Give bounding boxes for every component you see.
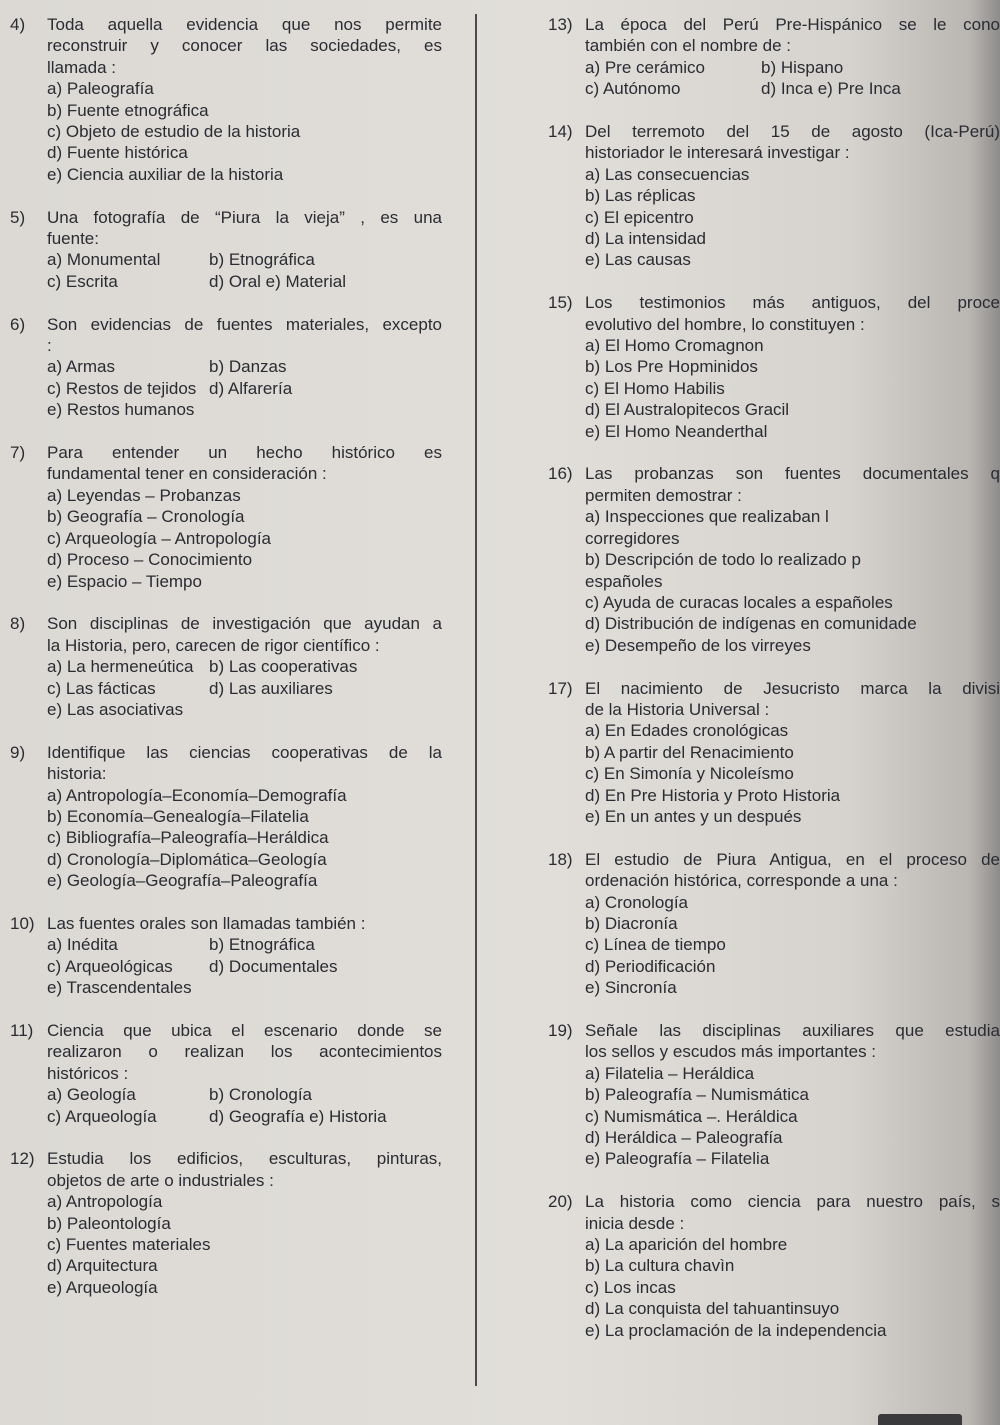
question-block xyxy=(548,1191,1000,1341)
answer-row xyxy=(47,656,442,677)
answer-option: a) Cronología xyxy=(585,892,689,912)
question-block xyxy=(10,913,442,999)
answer-row xyxy=(47,699,442,720)
answer-option: a) La hermeneútica xyxy=(47,657,194,677)
answer-option: a) Filatelia – Heráldica xyxy=(585,1063,755,1083)
answer-option: e) Geología–Geografía–Paleografía xyxy=(47,871,318,891)
question-block xyxy=(548,849,1000,999)
question-number: 19) xyxy=(548,1021,573,1040)
question-text-line: Las probanzas son fuentes documentales q xyxy=(585,464,1000,484)
answer-option: b) A partir del Renacimiento xyxy=(585,742,794,762)
answer-option: e) Arqueología xyxy=(47,1277,158,1297)
answer-option: a) Armas xyxy=(47,357,116,377)
question-spacer xyxy=(548,271,1000,292)
answer-option: d) La conquista del tahuantinsuyo xyxy=(585,1299,840,1319)
question-number: 11) xyxy=(10,1020,34,1040)
answer-option: e) Las causas xyxy=(585,250,691,270)
question-block xyxy=(10,442,442,592)
question-text-line: Son disciplinas de investigación que ayudan a xyxy=(47,614,442,634)
question-number: 13) xyxy=(548,15,573,34)
answer-option: a) Pre cerámico xyxy=(585,57,705,77)
question-spacer xyxy=(548,999,1000,1020)
answer-option: c) Fuentes materiales xyxy=(47,1235,211,1255)
answer-option: d) Inca e) Pre Inca xyxy=(761,79,901,99)
answer-option: b) Las cooperativas xyxy=(209,657,358,677)
question-text-line: Para entender un hecho histórico es xyxy=(47,443,442,463)
answer-option: c) El epicentro xyxy=(585,207,694,227)
question-text-line: permiten demostrar : xyxy=(585,485,742,505)
answer-option: b) Diacronía xyxy=(585,913,678,933)
left-column xyxy=(10,14,442,1298)
question-text-line: fundamental tener en consideración : xyxy=(47,464,327,484)
answer-option: b) Danzas xyxy=(209,357,287,377)
question-spacer xyxy=(10,421,442,442)
answer-option: d) Proceso – Conocimiento xyxy=(47,550,253,570)
question-text-line: llamada : xyxy=(47,57,116,77)
question-number: 10) xyxy=(10,913,35,933)
answer-option: b) Paleografía – Numismática xyxy=(585,1085,809,1105)
question-number: 8) xyxy=(10,614,26,634)
answer-option: a) El Homo Cromagnon xyxy=(585,336,764,356)
answer-option: e) Espacio – Tiempo xyxy=(47,571,202,591)
question-number: 9) xyxy=(10,742,26,762)
answer-option: corregidores xyxy=(585,528,680,548)
answer-option: c) Arqueología xyxy=(47,1106,157,1126)
question-number: 17) xyxy=(548,678,573,698)
right-column xyxy=(548,14,1000,1341)
question-block xyxy=(548,292,1000,442)
answer-option: d) El Australopitecos Gracil xyxy=(585,400,790,420)
answer-option: a) Inspecciones que realizaban l xyxy=(585,507,829,527)
answer-row xyxy=(47,271,442,292)
answer-option: c) Restos de tejidos xyxy=(47,378,197,398)
answer-option: b) Geografía – Cronología xyxy=(47,507,245,527)
question-text-line: reconstruir y conocer las sociedades, es xyxy=(47,36,442,56)
answer-option: a) Geología xyxy=(47,1085,136,1105)
question-block xyxy=(548,1020,1000,1170)
question-spacer xyxy=(10,720,442,741)
answer-option: c) El Homo Habilis xyxy=(585,378,725,398)
question-spacer xyxy=(10,185,442,206)
answer-option: c) Numismática –. Heráldica xyxy=(585,1106,798,1126)
answer-row xyxy=(47,399,442,420)
answer-row xyxy=(47,678,442,699)
question-text-line: también con el nombre de : xyxy=(585,36,792,56)
question-text-line: Las fuentes orales son llamadas también : xyxy=(47,913,366,933)
answer-option: a) Antropología xyxy=(47,1192,163,1212)
answer-row xyxy=(47,1084,442,1105)
question-text-line: Toda aquella evidencia que nos permite xyxy=(47,15,442,34)
answer-option: c) Autónomo xyxy=(585,79,681,99)
answer-option: a) Antropología–Economía–Demografía xyxy=(47,785,347,805)
column-divider xyxy=(475,14,477,1386)
answer-option: españoles xyxy=(585,571,663,591)
answer-option: d) Fuente histórica xyxy=(47,143,188,163)
answer-option: e) Ciencia auxiliar de la historia xyxy=(47,164,284,184)
question-block xyxy=(10,314,442,421)
answer-option: d) Las auxiliares xyxy=(209,678,333,698)
question-block xyxy=(10,14,442,185)
answer-option: a) La aparición del hombre xyxy=(585,1235,788,1255)
answer-option: c) Los incas xyxy=(585,1277,676,1297)
answer-option: d) Oral e) Material xyxy=(209,271,346,291)
question-number: 14) xyxy=(548,122,573,142)
question-text-line: fuente: xyxy=(47,229,99,249)
question-text-line: El estudio de Piura Antigua, en el proceso de xyxy=(585,849,1000,869)
question-number: 5) xyxy=(10,207,26,227)
question-text-line: realizaron o realizan los acontecimientos xyxy=(47,1042,442,1062)
question-number: 4) xyxy=(10,15,26,34)
answer-option: e) El Homo Neanderthal xyxy=(585,421,768,441)
answer-option: b) Economía–Genealogía–Filatelia xyxy=(47,806,309,826)
question-text-line: Ciencia que ubica el escenario donde se xyxy=(47,1020,442,1040)
answer-option: a) Paleografía xyxy=(47,79,154,99)
answer-option: e) Las asociativas xyxy=(47,699,184,719)
answer-option: e) Paleografía – Filatelia xyxy=(585,1149,770,1169)
question-number: 7) xyxy=(10,443,26,463)
question-spacer xyxy=(548,656,1000,677)
question-block xyxy=(548,14,1000,100)
question-text-line: Señale las disciplinas auxiliares que estudia xyxy=(585,1021,1000,1040)
question-text-line: La época del Perú Pre-Hispánico se le cono xyxy=(585,15,1000,34)
answer-row xyxy=(47,1106,442,1127)
answer-option: b) Cronología xyxy=(209,1085,313,1105)
answer-option: c) Bibliografía–Paleografía–Heráldica xyxy=(47,828,329,848)
answer-option: a) Monumental xyxy=(47,250,161,270)
answer-option: a) Leyendas – Probanzas xyxy=(47,485,241,505)
question-spacer xyxy=(10,292,442,313)
answer-option: d) Distribución de indígenas en comunidade xyxy=(585,614,917,634)
question-text-line: Son evidencias de fuentes materiales, excepto xyxy=(47,314,442,334)
answer-option: b) La cultura chavìn xyxy=(585,1256,735,1276)
answer-option: a) En Edades cronológicas xyxy=(585,721,789,741)
answer-option: d) Cronología–Diplomática–Geología xyxy=(47,849,327,869)
answer-row xyxy=(47,356,442,377)
page-edge-tab xyxy=(878,1414,962,1425)
answer-option: d) Heráldica – Paleografía xyxy=(585,1128,783,1148)
answer-option: c) En Simonía y Nicoleísmo xyxy=(585,764,794,784)
answer-option: d) En Pre Historia y Proto Historia xyxy=(585,785,841,805)
question-block xyxy=(10,207,442,293)
question-number: 15) xyxy=(548,293,573,313)
question-text-line: Identifique las ciencias cooperativas de la xyxy=(47,742,442,762)
question-text-line: los sellos y escudos más importantes : xyxy=(585,1042,877,1062)
answer-row xyxy=(585,57,1000,78)
answer-row xyxy=(47,977,442,998)
question-spacer xyxy=(548,1170,1000,1191)
question-block xyxy=(10,613,442,720)
question-text-line: Una fotografía de “Piura la vieja” , es una xyxy=(47,207,442,227)
question-text-line: historia: xyxy=(47,764,107,784)
answer-option: b) Los Pre Hopminidos xyxy=(585,357,758,377)
question-text-line: de la Historia Universal : xyxy=(585,699,770,719)
answer-option: c) Ayuda de curacas locales a españoles xyxy=(585,592,893,612)
answer-option: e) Restos humanos xyxy=(47,400,195,420)
answer-option: e) Desempeño de los virreyes xyxy=(585,635,811,655)
answer-row xyxy=(47,249,442,270)
answer-option: b) Fuente etnográfica xyxy=(47,100,209,120)
answer-option: d) Arquitectura xyxy=(47,1256,158,1276)
question-text-line: historiador le interesará investigar : xyxy=(585,143,850,163)
answer-option: d) Geografía e) Historia xyxy=(209,1106,387,1126)
question-text-line: inicia desde : xyxy=(585,1213,685,1233)
answer-row xyxy=(47,956,442,977)
answer-option: e) La proclamación de la independencia xyxy=(585,1320,887,1340)
answer-option: b) Hispano xyxy=(761,57,844,77)
question-number: 18) xyxy=(548,849,573,869)
question-text-line: El nacimiento de Jesucristo marca la divisi xyxy=(585,678,1000,698)
question-spacer xyxy=(10,999,442,1020)
question-block xyxy=(548,463,1000,656)
answer-option: d) La intensidad xyxy=(585,229,706,249)
question-text-line: : xyxy=(47,336,52,356)
answer-option: d) Periodificación xyxy=(585,956,716,976)
question-number: 20) xyxy=(548,1192,573,1212)
question-text-line: ordenación histórica, corresponde a una : xyxy=(585,871,898,891)
answer-row xyxy=(47,378,442,399)
answer-option: b) Las réplicas xyxy=(585,186,696,206)
question-block xyxy=(10,742,442,892)
question-spacer xyxy=(10,1127,442,1148)
answer-option: c) Escrita xyxy=(47,271,118,291)
answer-option: b) Descripción de todo lo realizado p xyxy=(585,550,861,570)
answer-option: c) Arqueológicas xyxy=(47,956,173,976)
answer-option: b) Etnográfica xyxy=(209,935,315,955)
question-spacer xyxy=(548,827,1000,848)
answer-option: b) Etnográfica xyxy=(209,250,315,270)
question-block xyxy=(10,1020,442,1127)
answer-row xyxy=(585,78,1000,99)
answer-option: d) Documentales xyxy=(209,956,338,976)
answer-option: b) Paleontología xyxy=(47,1213,171,1233)
question-block xyxy=(548,678,1000,828)
answer-option: d) Alfarería xyxy=(209,378,293,398)
answer-option: e) En un antes y un después xyxy=(585,806,802,826)
question-spacer xyxy=(10,892,442,913)
answer-option: c) Línea de tiempo xyxy=(585,935,726,955)
question-text-line: objetos de arte o industriales : xyxy=(47,1170,274,1190)
question-number: 6) xyxy=(10,314,26,334)
question-text-line: la Historia, pero, carecen de rigor científico : xyxy=(47,635,380,655)
question-text-line: Estudia los edificios, esculturas, pinturas, xyxy=(47,1149,442,1169)
answer-option: c) Objeto de estudio de la historia xyxy=(47,122,301,142)
question-text-line: La historia como ciencia para nuestro país, s xyxy=(585,1192,1000,1212)
question-spacer xyxy=(548,100,1000,121)
answer-option: e) Trascendentales xyxy=(47,978,192,998)
answer-row xyxy=(47,934,442,955)
question-spacer xyxy=(10,592,442,613)
question-text-line: Los testimonios más antiguos, del proce xyxy=(585,293,1000,313)
question-block xyxy=(10,1148,442,1298)
question-text-line: evolutivo del hombre, lo constituyen : xyxy=(585,314,865,334)
question-number: 12) xyxy=(10,1149,35,1169)
answer-option: c) Arqueología – Antropología xyxy=(47,528,271,548)
answer-option: e) Sincronía xyxy=(585,978,677,998)
answer-option: c) Las fácticas xyxy=(47,678,156,698)
question-text-line: históricos : xyxy=(47,1063,129,1083)
answer-option: a) Las consecuencias xyxy=(585,164,750,184)
question-spacer xyxy=(548,442,1000,463)
answer-option: a) Inédita xyxy=(47,935,118,955)
question-block xyxy=(548,121,1000,271)
question-number: 16) xyxy=(548,464,573,484)
question-text-line: Del terremoto del 15 de agosto (Ica-Perú) xyxy=(585,122,1000,142)
